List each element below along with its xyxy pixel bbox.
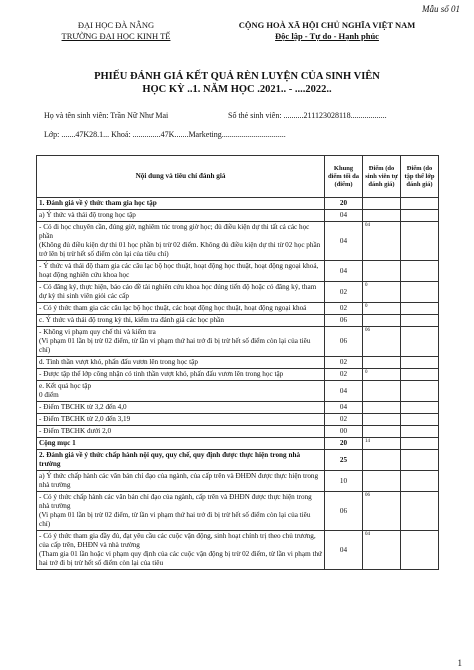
- criterion-cell: - Không vi phạm quy chế thi và kiểm tra (Vi phạm 01 lần bị trừ 02 điểm, từ lần vi phạm thứ hai trở đi bị trừ hết số điểm còn lại của tiêu chí): [37, 327, 325, 357]
- class-score-cell[interactable]: [401, 327, 439, 357]
- max-score-cell: 06: [325, 315, 363, 327]
- max-score-cell: 04: [325, 402, 363, 414]
- student-id: Số thẻ sinh viên: ..........211123028118..................: [228, 111, 387, 120]
- criterion-cell: e. Kết quả học tập 0 điểm: [37, 381, 325, 402]
- class-score-cell[interactable]: [401, 357, 439, 369]
- max-score-cell: 25: [325, 450, 363, 471]
- max-score-cell: 02: [325, 414, 363, 426]
- table-row: [37, 198, 439, 210]
- header-max-score: Khung điểm tối đa (điểm): [325, 156, 363, 198]
- max-score-cell: 10: [325, 471, 363, 492]
- table-row: [37, 471, 439, 492]
- university-header: [36, 20, 196, 42]
- class-score-cell[interactable]: [401, 261, 439, 282]
- max-score-cell: 04: [325, 261, 363, 282]
- criterion-cell: - Điểm TBCHK từ 2,0 đến 3,19: [37, 414, 325, 426]
- self-score-cell[interactable]: 06: [363, 492, 401, 531]
- table-row: [37, 282, 439, 303]
- class-score-cell[interactable]: [401, 438, 439, 450]
- header-self-score: Điểm (do sinh viên tự đánh giá): [363, 156, 401, 198]
- table-row: [37, 426, 439, 438]
- class-score-cell[interactable]: [401, 369, 439, 381]
- self-score-cell[interactable]: [363, 381, 401, 402]
- self-score-cell[interactable]: [363, 471, 401, 492]
- max-score-cell: 04: [325, 222, 363, 261]
- class-score-cell[interactable]: [401, 282, 439, 303]
- self-score-cell[interactable]: [363, 261, 401, 282]
- self-score-cell[interactable]: [363, 414, 401, 426]
- class-score-cell[interactable]: [401, 531, 439, 570]
- class-score-cell[interactable]: [401, 210, 439, 222]
- criterion-cell: c. Ý thức và thái độ trong kỳ thi, kiểm tra đánh giá các học phần: [37, 315, 325, 327]
- criterion-cell: - Có ý thức tham gia đầy đủ, đạt yêu cầu các cuộc vận động, sinh hoạt chính trị theo chủ trương, của cấp trên, ĐHĐN và nhà trường (Tham gia 01 lần hoặc vi phạm quy định của các cuộc vận động bị trừ 02 điểm, từ lần vi phạm thứ hai trở đi bị trừ hết số điểm còn lại của tiêu: [37, 531, 325, 570]
- max-score-cell: 02: [325, 357, 363, 369]
- class-score-cell[interactable]: [401, 198, 439, 210]
- criterion-cell: a) Ý thức và thái độ trong học tập: [37, 210, 325, 222]
- max-score-cell: 04: [325, 381, 363, 402]
- table-row: [37, 357, 439, 369]
- max-score-cell: 04: [325, 531, 363, 570]
- class-score-cell[interactable]: [401, 222, 439, 261]
- self-score-cell[interactable]: [363, 402, 401, 414]
- max-score-cell: 02: [325, 282, 363, 303]
- title-line-1: PHIẾU ĐÁNH GIÁ KẾT QUẢ RÈN LUYỆN CỦA SINH VIÊN: [94, 71, 380, 82]
- national-motto: CỘNG HOÀ XÃ HỘI CHỦ NGHĨA VIỆT NAM: [238, 20, 416, 30]
- self-score-cell[interactable]: [363, 315, 401, 327]
- class-score-cell[interactable]: [401, 492, 439, 531]
- class-score-cell[interactable]: [401, 414, 439, 426]
- table-header-row: [37, 156, 439, 198]
- national-header: [222, 20, 432, 42]
- national-slogan: Độc lập - Tự do - Hạnh phúc: [275, 31, 379, 41]
- criterion-cell: - Có đi học chuyên cần, đúng giờ, nghiêm túc trong giờ học; đủ điều kiện dự thi tất cả các học phần (Không đủ điều kiện dự thi 01 học phần bị trừ 02 điểm. Không đủ điều kiện dự thi từ 02 học phần trở lên bị trừ hết số điểm còn lại của tiêu chí): [37, 222, 325, 261]
- criterion-cell: - Điểm TBCHK dưới 2,0: [37, 426, 325, 438]
- school-name: TRƯỜNG ĐẠI HỌC KINH TẾ: [61, 31, 171, 41]
- max-score-cell: 20: [325, 438, 363, 450]
- table-row: [37, 531, 439, 570]
- criterion-cell: - Có ý thức chấp hành các văn bản chỉ đạo của ngành, cấp trên và ĐHĐN được thực hiện trong nhà trường (Vi phạm 01 lần bị trừ 02 điểm, từ lần vi phạm thứ hai trở đi bị trừ hết số điểm còn lại của tiêu chí): [37, 492, 325, 531]
- table-row: [37, 369, 439, 381]
- criterion-cell: d. Tinh thần vượt khó, phấn đấu vươn lên trong học tập: [37, 357, 325, 369]
- max-score-cell: 06: [325, 492, 363, 531]
- page-number: 1: [457, 658, 462, 668]
- self-score-cell[interactable]: [363, 426, 401, 438]
- self-score-cell[interactable]: 04: [363, 222, 401, 261]
- table-row: [37, 381, 439, 402]
- self-score-cell[interactable]: 14: [363, 438, 401, 450]
- form-number: Mẫu số 01: [422, 4, 460, 14]
- table-row: [37, 303, 439, 315]
- criterion-cell: - Ý thức và thái độ tham gia các câu lạc bộ học thuật, hoạt động học thuật, hoạt động ngoại khoá, hoạt động nghiên cứu khoa học: [37, 261, 325, 282]
- table-row: [37, 414, 439, 426]
- table-row: [37, 210, 439, 222]
- student-class: Lớp: .......47K28.1... Khoá: ..............47K.......Marketing................................: [44, 130, 286, 139]
- table-row: [37, 315, 439, 327]
- self-score-cell[interactable]: 06: [363, 327, 401, 357]
- max-score-cell: 00: [325, 426, 363, 438]
- criterion-cell: - Có đăng ký, thực hiện, báo cáo đề tài nghiên cứu khoa học đúng tiến độ hoặc có đăng ký, tham dự kỳ thi sinh viên giỏi các cấp: [37, 282, 325, 303]
- self-score-cell[interactable]: 04: [363, 531, 401, 570]
- self-score-cell[interactable]: [363, 450, 401, 471]
- self-score-cell[interactable]: [363, 357, 401, 369]
- criterion-cell: - Được tập thể lớp công nhận có tinh thần vượt khó, phấn đấu vươn lên trong học tập: [37, 369, 325, 381]
- max-score-cell: 06: [325, 327, 363, 357]
- class-score-cell[interactable]: [401, 471, 439, 492]
- class-score-cell[interactable]: [401, 303, 439, 315]
- max-score-cell: 02: [325, 303, 363, 315]
- table-row: [37, 450, 439, 471]
- criterion-cell: 1. Đánh giá về ý thức tham gia học tập: [37, 198, 325, 210]
- criterion-cell: Cộng mục 1: [37, 438, 325, 450]
- header-content: Nội dung và tiêu chí đánh giá: [37, 156, 325, 198]
- self-score-cell[interactable]: 0: [363, 282, 401, 303]
- table-row: [37, 438, 439, 450]
- class-score-cell[interactable]: [401, 450, 439, 471]
- criterion-cell: - Có ý thức tham gia các câu lạc bộ học thuật, các hoạt động học thuật, hoạt động ngoại khoá: [37, 303, 325, 315]
- title-line-2: HỌC KỲ ..1. NĂM HỌC .2021.. - ....2022..: [142, 84, 332, 95]
- class-score-cell[interactable]: [401, 315, 439, 327]
- class-score-cell[interactable]: [401, 402, 439, 414]
- evaluation-table: [36, 155, 439, 570]
- self-score-cell[interactable]: [363, 198, 401, 210]
- self-score-cell[interactable]: 0: [363, 369, 401, 381]
- table-row: [37, 402, 439, 414]
- university-name: ĐẠI HỌC ĐÀ NẴNG: [77, 20, 155, 30]
- table-row: [37, 222, 439, 261]
- max-score-cell: 02: [325, 369, 363, 381]
- criterion-cell: - Điểm TBCHK từ 3,2 đến 4,0: [37, 402, 325, 414]
- class-score-cell[interactable]: [401, 381, 439, 402]
- criterion-cell: 2. Đánh giá về ý thức chấp hành nội quy, quy chế, quy định được thực hiện trong nhà trường: [37, 450, 325, 471]
- table-row: [37, 327, 439, 357]
- header-class-score: Điểm (do tập thể lớp đánh giá): [401, 156, 439, 198]
- self-score-cell[interactable]: [363, 210, 401, 222]
- table-row: [37, 261, 439, 282]
- student-name: Họ và tên sinh viên: Trần Nữ Như Mai: [44, 111, 169, 120]
- table-row: [37, 492, 439, 531]
- max-score-cell: 20: [325, 198, 363, 210]
- class-score-cell[interactable]: [401, 426, 439, 438]
- self-score-cell[interactable]: 0: [363, 303, 401, 315]
- document-title: [0, 70, 474, 96]
- criterion-cell: a) Ý thức chấp hành các văn bản chỉ đạo của ngành, của cấp trên và ĐHĐN được thực hiện trong nhà trường: [37, 471, 325, 492]
- max-score-cell: 04: [325, 210, 363, 222]
